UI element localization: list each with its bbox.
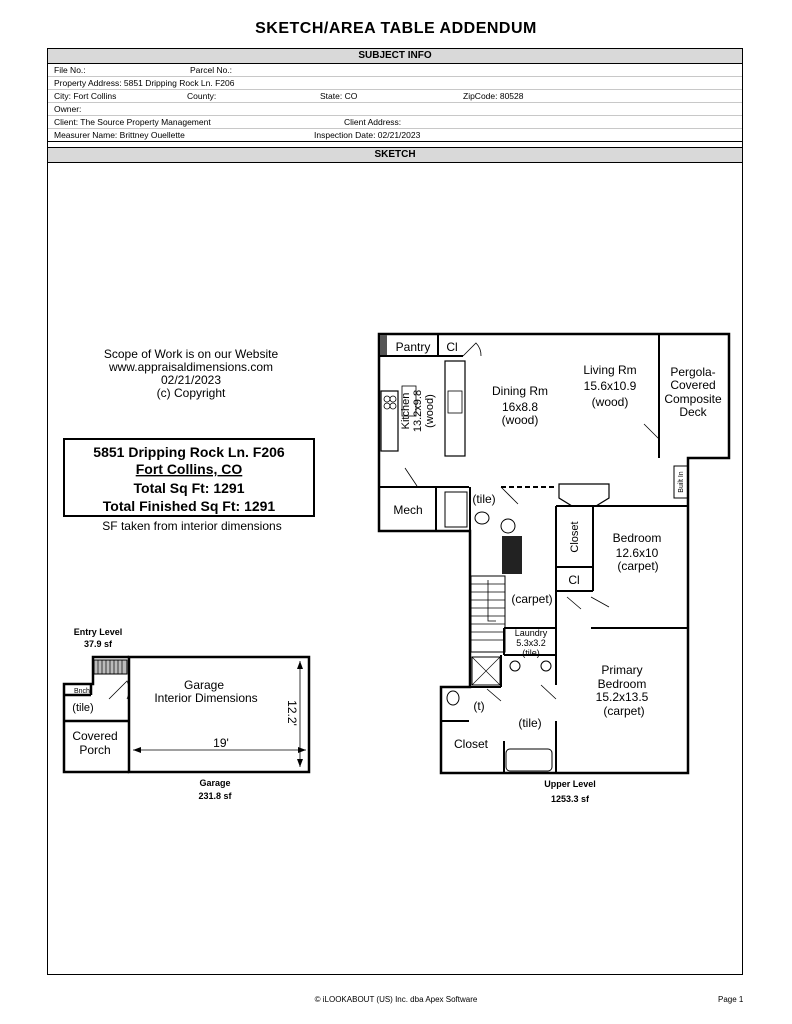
entry-level-area: 37.9 sf	[83, 639, 113, 649]
sink-primary-2	[541, 661, 551, 671]
garage-area: 231.8 sf	[198, 791, 232, 801]
primary-label-2: Bedroom	[597, 677, 647, 691]
closet-small-label: Cl	[446, 340, 458, 354]
bedroom-label-3: (carpet)	[617, 559, 659, 573]
garage-label-2: Interior Dimensions	[154, 691, 258, 705]
sketch-area	[48, 49, 742, 812]
garage-label-1: Garage	[183, 678, 225, 692]
toilet-primary	[447, 691, 459, 705]
pergola-label-1: Pergola-	[670, 365, 716, 379]
scope-line-1: Scope of Work is on our Website	[103, 347, 279, 361]
porch-label-2: Porch	[79, 743, 111, 757]
kitchen-sink	[448, 391, 462, 413]
footer-copyright: © iLOOKABOUT (US) Inc. dba Apex Software	[314, 995, 478, 1004]
entry-tile-label: (tile)	[72, 702, 94, 714]
bath-tile-label: (tile)	[472, 492, 496, 506]
entry-level-label: Entry Level	[73, 627, 123, 637]
measurer: Measurer Name: Brittney Ouellette	[54, 130, 185, 140]
pergola-label-3: Composite	[664, 392, 722, 406]
sketch-header: SKETCH	[48, 147, 742, 163]
city: City: Fort Collins	[54, 91, 117, 101]
kitchen-label-1: Kitchen	[400, 392, 412, 430]
tub-primary	[506, 749, 552, 771]
dining-label-1: Dining Rm	[491, 384, 549, 398]
scope-text	[104, 347, 279, 400]
upper-room-labels	[393, 340, 722, 751]
toilet-t-label: (t)	[473, 699, 485, 713]
file-no: File No.:	[54, 65, 86, 75]
porch-label-1: Covered	[72, 729, 118, 743]
primary-label-1: Primary	[601, 663, 643, 677]
shower-upper	[445, 492, 467, 527]
summary-text	[93, 444, 285, 514]
stove-burners	[384, 396, 396, 409]
summary-finished-sqft: Total Finished Sq Ft: 1291	[102, 498, 276, 514]
dining-label-2: 16x8.8	[501, 400, 539, 414]
primary-bath-tile-label: (tile)	[518, 716, 542, 730]
summary-address: 5851 Dripping Rock Ln. F206	[93, 444, 285, 460]
garage-width: 19'	[213, 736, 229, 750]
laundry-label-1: Laundry	[514, 628, 548, 638]
garage-walls	[129, 657, 309, 772]
zipcode: ZipCode: 80528	[463, 91, 524, 101]
primary-label-4: (carpet)	[603, 704, 645, 718]
owner: Owner:	[54, 104, 82, 114]
stair-arrow	[488, 580, 496, 621]
entry-door-swing	[109, 681, 129, 699]
page-title: SKETCH/AREA TABLE ADDENDUM	[255, 20, 537, 37]
closet-small-2-label: Cl	[568, 573, 580, 587]
mech-label: Mech	[393, 503, 423, 517]
dining-label-3: (wood)	[501, 413, 539, 427]
state: State: CO	[320, 91, 358, 101]
closet-label: Closet	[569, 521, 581, 553]
living-label-2: 15.6x10.9	[583, 379, 637, 393]
scope-line-3: 02/21/2023	[160, 373, 222, 387]
upper-level-area: 1253.3 sf	[550, 794, 590, 804]
toilet-upper	[475, 512, 489, 524]
floor-plan-sketch	[48, 49, 742, 974]
summary-total-sqft: Total Sq Ft: 1291	[133, 480, 245, 496]
closet-bottom-label: Closet	[453, 737, 489, 751]
kitchen-label-3: (wood)	[424, 394, 436, 428]
addendum-frame	[47, 48, 743, 975]
living-label-1: Living Rm	[583, 363, 637, 377]
scope-line-4: (c) Copyright	[156, 386, 226, 400]
county: County:	[187, 91, 217, 101]
upper-level-name: Upper Level	[544, 779, 596, 789]
subject-info-header: SUBJECT INFO	[48, 49, 742, 64]
pergola-label-4: Deck	[679, 405, 707, 419]
hall-carpet-label: (carpet)	[511, 592, 553, 606]
stair-rail	[502, 536, 522, 574]
pergola-label-2: Covered	[670, 378, 716, 392]
primary-label-3: 15.2x13.5	[595, 690, 649, 704]
garage-depth: 12.2'	[285, 700, 299, 726]
pantry-label: Pantry	[395, 340, 431, 354]
laundry-label-2: 5.3x3.2	[516, 638, 546, 648]
bedroom-label-1: Bedroom	[612, 531, 662, 545]
garage-name: Garage	[199, 778, 231, 788]
bedroom-label-2: 12.6x10	[615, 546, 659, 560]
summary-city: Fort Collins, CO	[135, 461, 243, 477]
front-door-mark	[380, 335, 387, 355]
built-in-label: Built In	[678, 471, 685, 493]
shower-primary-x	[472, 657, 500, 685]
bench-label: Bnch	[74, 688, 90, 695]
kitchen-labels	[400, 390, 436, 432]
sink-primary-1	[510, 661, 520, 671]
client: Client: The Source Property Management	[54, 117, 211, 127]
inspection-date: Inspection Date: 02/21/2023	[314, 130, 421, 140]
scope-line-2: www.appraisaldimensions.com	[108, 360, 274, 374]
footer-page: Page 1	[718, 995, 744, 1004]
laundry-labels	[515, 628, 548, 658]
fireplace	[559, 484, 609, 506]
parcel-no: Parcel No.:	[190, 65, 233, 75]
sink-upper	[501, 519, 515, 533]
property-address: Property Address: 5851 Dripping Rock Ln. F206	[54, 78, 235, 88]
kitchen-label-2: 13.2x9.8	[412, 389, 424, 433]
living-label-3: (wood)	[591, 395, 629, 409]
client-address: Client Address:	[344, 117, 402, 127]
laundry-label-3: (tile)	[522, 648, 540, 658]
sf-note: SF taken from interior dimensions	[102, 519, 282, 533]
